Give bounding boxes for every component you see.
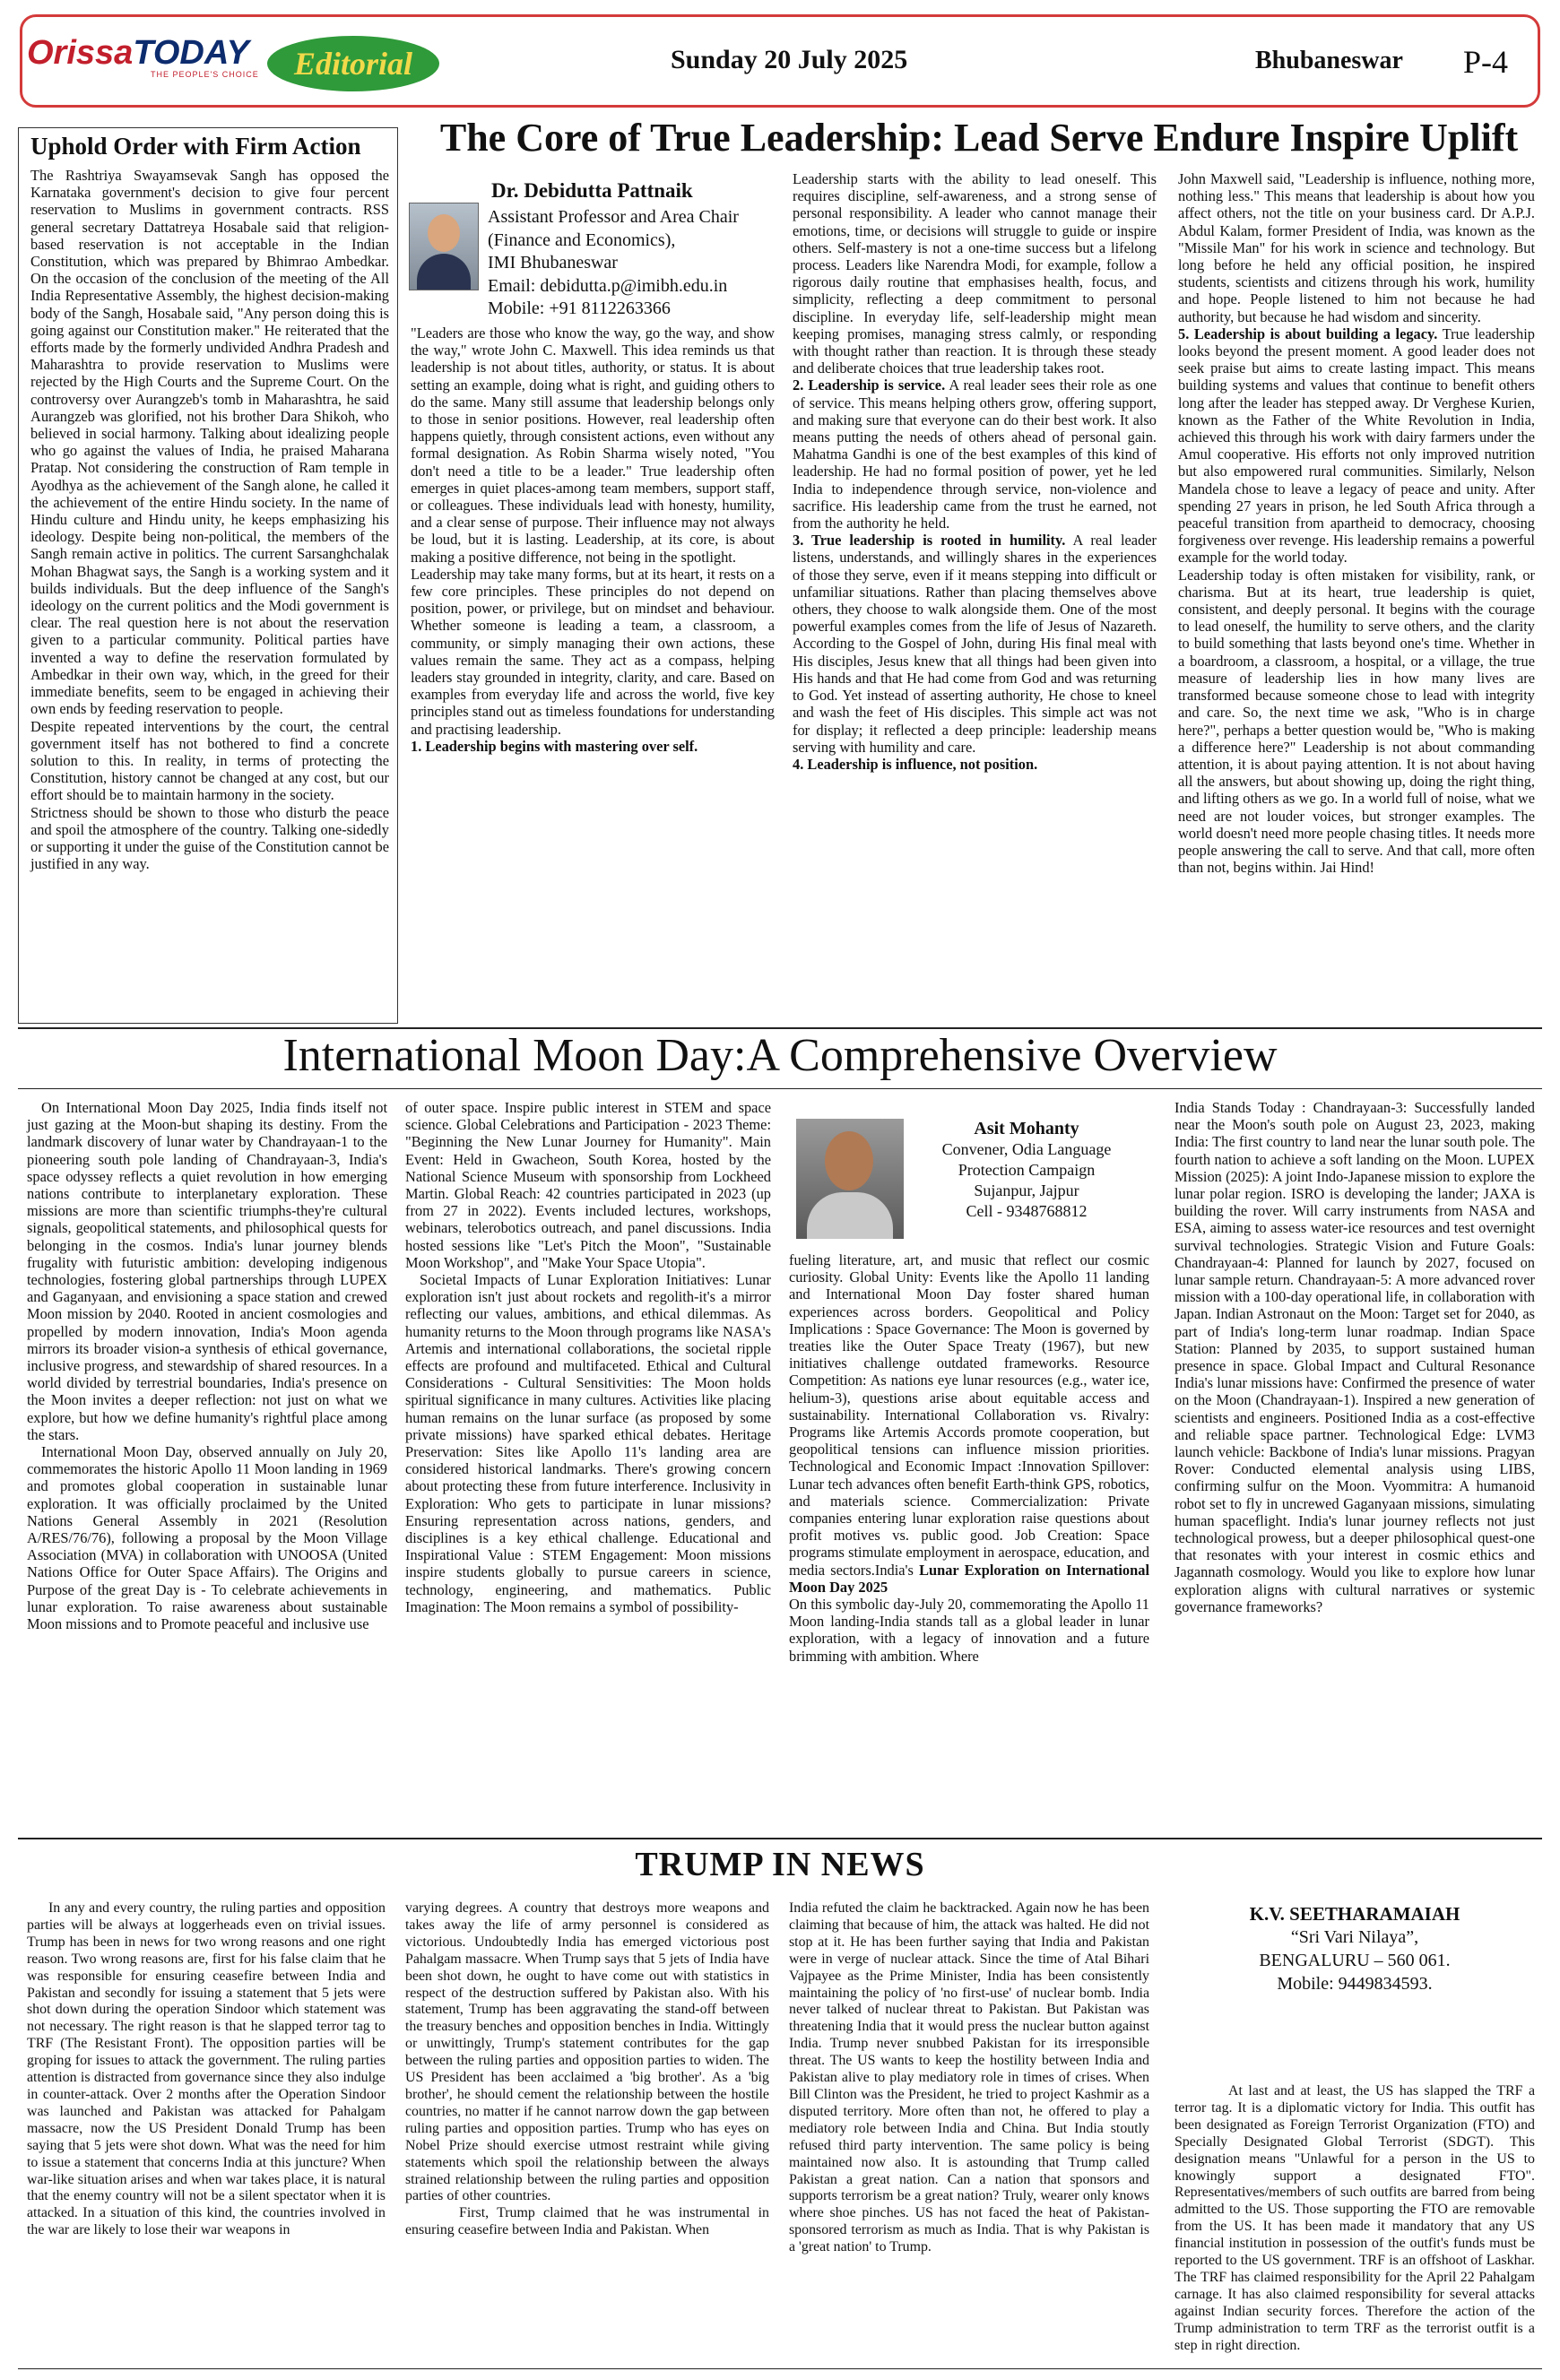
article-column: fueling literature, art, and music that reflect our cosmic curiosity. Global Unity: Events like the Apollo 11 landing and International Moon Day foster shared human experiences across borders. Geopolitical and Policy Implications : Space Governance: The Moon is governed by treaties like the Outer Space Treaty (1967), but new initiatives challenge outdated frameworks. Resource Competition: As nations eye lunar resources (e.g., water ice, helium-3), questions arise about equitable access and sustainability. International Collaboration vs. Rivalry: Programs like Artemis Accords promote cooperation, but geopolitical tensions can influence mission priorities. Technological and Economic Impact :Innovation Spillover: Lunar tech advances often benefit Earth-think GPS, robotics, and materials science. Commercialization: Private companies entering lunar exploration raise questions about profit motives vs. public good. Job Creation: Space programs stimulate employment in aerospace, education, and media sectors.India's Lunar Exploration on International Moon Day 2025 On this symbolic day-July 20, commemorating the Apollo 11 Moon landing-India stands tall as a global leader in lunar exploration, with a legacy of innovation and a future brimming with ambition. Where [789, 1251, 1149, 1665]
paragraph: The Rashtriya Swayamsevak Sangh has opposed the Karnataka government's decision to give four percent reservation to Muslims in government contracts. RSS general secretary Dattatreya Hosabale said that religion-based reservation is not acceptable in the Indian Constitution, which was prepared by Bhimrao Ambedkar. On the occasion of the conclusion of the meeting of the All India Representative Assembly, the highest decision-making body of the Sangh, Hosabale said, "Any person doing this is going against our Constitution maker." He reiterated that the efforts made by the formerly undivided Andhra Pradesh and Maharashtra to provide reservation to Muslims were rejected by the High Courts and the Supreme Court. On the controversy over Aurangzeb's tomb in Maharashtra, he said Aurangzeb was glorified, not his brother Dara Shikoh, who believed in social harmony. Talking about idealizing people who go against the values of India, he praised Maharana Pratap. Not considering the construction of Ram temple in Ayodhya as the achievement of the Sangh alone, he called it the achievement of the entire Hindu society. In the name of Hindu culture and Hindu unity, he keeps emphasizing his ideology. Despite being non-political, the members of the Sangh remain active in politics. The current Sarsanghchalak Mohan Bhagwat says, the Sangh is a working system and it builds individuals. But the deep influence of the Sangh's ideology on the current politics and the Modi government is clear. The real question here is not about the reservation given to a particular community. Political parties have invented a way to define the reservation formulated by Ambedkar in their own way, which, in the greed for their immediate benefits, seem to be engaged in achieving their own ends by feeding reservation to people. [30, 167, 389, 718]
article-column: varying degrees. A country that destroys more weapons and takes away the life of army personnel is considered as victorious. Undoubtedly India has emerged victorious post Pahalgam massacre. When Trump says that 5 jets of India have been shot down, he ought to have come out with statistics in respect of the destruction suffered by Pakistan also. With his statement, Trump has been aggravating the stand-off between the treasury benches and opposition benches in India. Wittingly or unwittingly, Trump's statement contributes for the gap between the ruling parties and opposition parties to widen. The US President has been acclaimed a 'big brother'. As a 'big brother', he should cement the relationship between the hostile countries, no matter if he cannot narrow down the gap between ruling parties and opposition parties. Trump who has eyes on Nobel Prize should exercise utmost restraint while giving statements which spoil the relationship between the always strained relationship between the ruling parties and opposition parties of other countries. First, Trump claimed that he was instrumental in ensuring ceasefire between India and Pakistan. When [405, 1900, 769, 2238]
author-name: Dr. Debidutta Pattnaik [491, 179, 693, 202]
issue-city: Bhubaneswar [1255, 47, 1403, 74]
article-column: India refuted the claim he backtracked. Again now he has been claiming that because of him, the attack was halted. He did not stop at it. He has been further saying that India and Pakistan were in verge of nuclear attack. Since the time of Atal Bihari Vajpayee as the Prime Minister, India has been consistently maintaining the policy of 'no first-use' of nuclear bomb. India never talked of nuclear threat to Pakistan. But Pakistan was threatening India that it would press the nuclear button against India. Trump never snubbed Pakistan for its irresponsible threat. The US wants to keep the hostility between India and Pakistan alive to play mediatory role in times of crises. When Bill Clinton was the President, he tried to project Kashmir as a disputed territory. More often than not, he offered to play a mediatory role between India and China. But India stoutly refused third party intervention. The same policy is being maintained now also. It is astounding that Trump called Pakistan a great nation. Can a nation that sponsors and supports terrorism be a great nation? Truly, wearer only knows where shoe pinches. US has not faced the heat of Pakistan-sponsored terrorism as much as India. That is why Pakistan is a 'great nation' to Trump. [789, 1900, 1149, 2255]
article-headline: TRUMP IN NEWS [635, 1846, 925, 1883]
section-divider [18, 1088, 1542, 1089]
editorial-body [30, 167, 389, 872]
newspaper-logo: OrissaTODAY [27, 34, 249, 72]
article-column: In any and every country, the ruling parties and opposition parties will be always at loggerheads even on trivial issues. Trump has been in news for two wrong reasons and one right reason. Two wrong reasons are, first for his false claim that he was responsible for ensuring ceasefire between India and Pakistan and secondly for issuing a statement that 5 jets were shot down during the operation Sindoor which statement was not necessary. The right reason is that he slapped terror tag to TRF (The Resistant Front). The opposition parties will be groping for issues to attack the government. The ruling parties attention is distracted from governance since they also indulge in counter-attack. Over 2 months after the Operation Sindoor was launched and Pakistan was attacked for Pahalgam massacre, now the US President Donald Trump has been saying that 5 jets were shot down. What was the need for him to issue a statement that concerns India at this juncture? When war-like situation arises and when war takes place, it is natural that the enemy country will not be a silent spectator when it is attacked. In a situation of this kind, the countries involved in the war are likely to lose their war weapons in [27, 1900, 386, 2238]
section-divider [18, 1838, 1542, 1839]
paragraph: Strictness should be shown to those who disturb the peace and spoil the atmosphere of the country. Talking one-sidedly or supporting it under the guise of the Constitution cannot be justified in any way. [30, 803, 389, 873]
article-headline: International Moon Day:A Comprehensive Overview [282, 1030, 1278, 1081]
article-column: On International Moon Day 2025, India finds itself not just gazing at the Moon-but shaping its destiny. From the landmark discovery of lunar water by Chandrayaan-1 to the pioneering south pole landing of Chandrayaan-3, India's space odyssey reflects a quiet revolution in how emerging nations contribute to interplanetary exploration. These missions are more than scientific triumphs-they're cultural signals, geopolitical statements, and philosophical quests for belonging in the cosmos. India's lunar journey blends frugality with futuristic ambition: developing indigenous technologies, fostering global partnerships through LUPEX and Gaganyaan, and envisioning a space station and crewed Moon mission by 2040. Rooted in ancient cosmologies and propelled by modern innovation, India's Moon agenda mirrors its broader vision-a synthesis of ethical governance, inclusive progress, and stewardship of shared resources. In a world divided by terrestrial boundaries, India's presence on the Moon invites a deeper reflection: not just on what we explore, but how we define humanity's rightful place among the stars. International Moon Day, observed annually on July 20, commemorates the historic Apollo 11 Moon landing in 1969 and promotes global cooperation in sustainable lunar exploration. It was officially proclaimed by the United Nations General Assembly in 2021 (Resolution A/RES/76/76), following a proposal by the Moon Village Association (MVA) in collaboration with UNOOSA (United Nations Office for Outer Space Affairs). The Origins and Purpose of the great Day is - To celebrate achievements in lunar exploration. To raise awareness about sustainable Moon missions and to Promote peaceful and inclusive use [27, 1099, 387, 1633]
article-column: "Leaders are those who know the way, go the way, and show the way," wrote John C. Maxwell. This idea reminds us that leadership is not about titles, authority, or status. It is about setting an example, doing what is right, and guiding others to do the same. Many still assume that leadership belongs only to those in senior positions. However, real leadership often happens quietly, through consistent actions, even without any formal designation. As Robin Sharma wisely noted, "You don't need a title to be a leader." True leadership often emerges in quiet places-among team members, support staff, or colleagues. These individuals lead with honesty, humility, and a clear sense of purpose. Their influence may not always be loud, but it is lasting. Leadership, at its core, is about making a positive difference, not being in the spotlight. Leadership may take many forms, but at its heart, it rests on a few core principles. These principles do not depend on position, power, or privilege, but on mindset and behaviour. Whether someone is leading a team, a classroom, a community, or simply managing their own actions, these values remain the same. They act as a compass, helping leaders stay grounded in integrity, clarity, and care. Based on examples from everyday life and across the world, five key principles stand out as timeless foundations for understanding and practising leadership. 1. Leadership begins with mastering over self. [411, 325, 775, 755]
author-photo [796, 1119, 904, 1239]
logo-tagline: THE PEOPLE'S CHOICE [151, 70, 259, 79]
article-column: At last and at least, the US has slapped the TRF a terror tag. It is a diplomatic victory for India. This outfit has been designated as Foreign Terrorist Organization (FTO) and Specially Designated Global Terrorist (SDGT). This designation means "Unlawful for a person in the US to knowingly support a designated FTO". Representatives/members of such outfits are barred from being admitted to the US. Those supporting the FTO are removable from the US. It has been made it mandatory that any US financial institution in possession of the outfit's funds must be reported to the US government. TRF is an offshoot of Laskhar. The TRF has claimed responsibility for the April 22 Pahalgam carnage. It has also claimed responsibility for several attacks against Indian security forces. Therefore the action of the Trump administration to term TRF as the terrorist outfit is a step in right direction. [1174, 2083, 1535, 2353]
article-column: John Maxwell said, "Leadership is influence, nothing more, nothing less." This means that leadership is about how you affect others, not the title on your business card. Dr A.P.J. Abdul Kalam, former President of India, was known as the "Missile Man" for his work in science and technology. But long before he held any official position, he inspired students, scientists and citizens through his work, humility and hope. People listened to him not because he had authority, but because he had wisdom and sincerity. 5. Leadership is about building a legacy. True leadership looks beyond the present moment. A good leader does not seek praise but aims to create lasting impact. This means building systems and values that continue to benefit others long after the leader has stepped away. Dr Verghese Kurien, known as the Father of the White Revolution in India, achieved this through his work with dairy farmers under the Amul cooperative. His efforts not only improved nutrition but also empowered rural communities. Similarly, Nelson Mandela chose to leave a legacy of peace and unity. After spending 27 years in prison, he led South Africa through a peaceful transition from apartheid to democracy, choosing forgiveness over revenge. His leadership remains a powerful example for the world today. Leadership today is often mistaken for visibility, rank, or charisma. But at its heart, true leadership is quiet, consistent, and deeply personal. It begins with the courage to lead oneself, the humility to serve others, and the clarity to build something that lasts beyond one's time. Whether in a boardroom, a classroom, a hospital, or a village, the true measure of leadership lies in how many lives are transformed because someone chose to lead with integrity and care. So, the next time we ask, "Who is in charge here?", perhaps a better question would be, "Who is making a difference here?" Leadership is not about commanding attention, it is about paying attention. It is not about having all the answers, but about showing up, doing the right thing, and lifting others as we go. In a world full of noise, what we need are not louder voices, but stronger examples. The world doesn't need more people chasing titles. It needs more people answering the call to serve. And that call, more often than not, begins within. Jai Hind! [1178, 170, 1535, 877]
author-details: Assistant Professor and Area Chair (Finance and Economics), IMI Bhubaneswar Email: debidutta.p@imibh.edu.in Mobile: +91 8112263366 [488, 207, 739, 318]
article-column: of outer space. Inspire public interest in STEM and space science. Global Celebrations and Participation - 2023 Theme: "Beginning the New Lunar Journey for Humanity". Main Event: Held in Gwacheon, South Korea, hosted by the National Science Museum with sponsorship from Lockheed Martin. Global Reach: 42 countries participated in 2023 (up from 27 in 2022). Events included lectures, workshops, webinars, telerobotics outreach, and panel discussions. India hosted sessions like "Let's Pitch the Moon", "Sustainable Moon Workshop", and "Make Your Space Utopia". Societal Impacts of Lunar Exploration Initiatives: Lunar exploration isn't just about rockets and regolith-it's a mirror reflecting our values, ambitions, and ethical dilemmas. As humanity returns to the Moon through programs like NASA's Artemis and international collaborations, the societal ripple effects are profound and multifaceted. Ethical and Cultural Considerations - Cultural Sensitivities: The Moon holds spiritual significance in many cultures. Activities like placing human remains on the lunar surface (as proposed by some private missions) have sparked ethical debates. Heritage Preservation: Sites like Apollo 11's landing area are considered historical landmarks. There's growing concern about protecting these from future interference. Inclusivity in Exploration: Who gets to participate in lunar missions? Ensuring representation across nations, genders, and disciplines is a key ethical challenge. Educational and Inspirational Value : STEM Engagement: Moon missions inspire students globally to pursue careers in science, technology, engineering, and mathematics. Public Imagination: The Moon remains a symbol of possibility- [405, 1099, 771, 1615]
article-column: Leadership starts with the ability to lead oneself. This requires discipline, self-awareness, and a strong sense of personal responsibility. A leader who cannot manage their emotions, time, or decisions will struggle to guide or inspire others. Self-mastery is not a one-time success but a lifelong process. Leaders like Narendra Modi, for example, follow a rigorous daily routine that emphasises health, focus, and simplicity, reflecting a deep commitment to personal discipline. In everyday life, self-leadership might mean keeping promises, managing stress calmly, or responding with thought rather than reaction. It is through these steady and deliberate choices that true leadership takes root. 2. Leadership is service. A real leader sees their role as one of service. This means helping others grow, offering support, and making sure that everyone can do their best work. It also means putting the needs of others ahead of personal gain. Mahatma Gandhi is one of the best examples of this kind of leadership. He had no formal position of power, yet he led India to independence through service, non-violence and sacrifice. His leadership came from the trust he earned, not from the authority he held. 3. True leadership is rooted in humility. A real leader listens, understands, and willingly shares in the experiences of those they serve, even if it means stepping into difficult or unfamiliar situations. Rather than placing themselves above others, they choose to walk alongside them. One of the most powerful examples comes from the life of Jesus of Nazareth. According to the Gospel of John, during His final meal with His disciples, Jesus knew that all things had been given into His hands and that He had come from God and was returning to God. Yet instead of asserting authority, He chose to kneel and wash the feet of His disciples. This simple act was not for display; it reflected a deep principle: leadership means serving with humility and care. 4. Leadership is influence, not position. [793, 170, 1157, 773]
page-number: P-4 [1463, 44, 1509, 80]
author-photo [409, 203, 479, 290]
issue-date: Sunday 20 July 2025 [671, 45, 908, 74]
section-badge: Editorial [267, 36, 439, 91]
editorial-title: Uphold Order with Firm Action [30, 133, 361, 160]
article-headline: The Core of True Leadership: Lead Serve Endure Inspire Uplift [439, 116, 1519, 160]
author-details: K.V. SEETHARAMAIAH “Sri Vari Nilaya”, BENGALURU – 560 061. Mobile: 9449834593. [1249, 1903, 1460, 1994]
page-bottom-rule [18, 2368, 1542, 2369]
paragraph: Despite repeated interventions by the court, the central government itself has not bothered to find a concrete solution to this. In reality, in terms of protecting the Constitution, history cannot be changed at any cost, but our effort should be to maintain harmony in the society. [30, 717, 389, 804]
article-column: India Stands Today : Chandrayaan-3: Successfully landed near the Moon's south pole on August 23, 2023, making India: The first country to land near the lunar south pole. The fourth nation to achieve a soft landing on the Moon. LUPEX Mission (2025): A joint Indo-Japanese mission to explore the lunar polar region. ISRO is developing the lander; JAXA is building the rover. Will carry instruments from NASA and ESA, aiming to assess water-ice resources and test overnight survival technologies. Strategic Vision and Future Goals: Chandrayaan-4: Planned for launch by 2027, focused on lunar sample return. Chandrayaan-5: A more advanced rover mission with a 100-day operational life, in collaboration with Japan. Indian Astronaut on the Moon: Target set for 2040, as part of India's long-term lunar roadmap. Indian Space Station: Planned by 2035, to support sustained human presence in space. Global Impact and Cultural Resonance India's lunar missions have: Confirmed the presence of water on the Moon (Chandrayaan-1). Inspired a new generation of scientists and engineers. Positioned India as a cost-effective and reliable space partner. Technological Edge: LVM3 launch vehicle: Backbone of India's lunar missions. Pragyan Rover: Conducted elemental analysis using LIBS, confirming sulfur on the Moon. Vyommitra: A humanoid robot set to fly in uncrewed Gaganyaan missions, simulating human spaceflight. India's lunar journey reflects not just technological prowess, but a deeper philosophical quest-one that resonates with your interest in cosmic ethics and Jagannath cosmology. Would you like to explore how lunar exploration aligns with cultural narratives or systemic governance frameworks? [1174, 1099, 1535, 1615]
author-details: Asit Mohanty Convener, Odia Language Protection Campaign Sujanpur, Jajpur Cell - 9348768812 [941, 1119, 1112, 1220]
